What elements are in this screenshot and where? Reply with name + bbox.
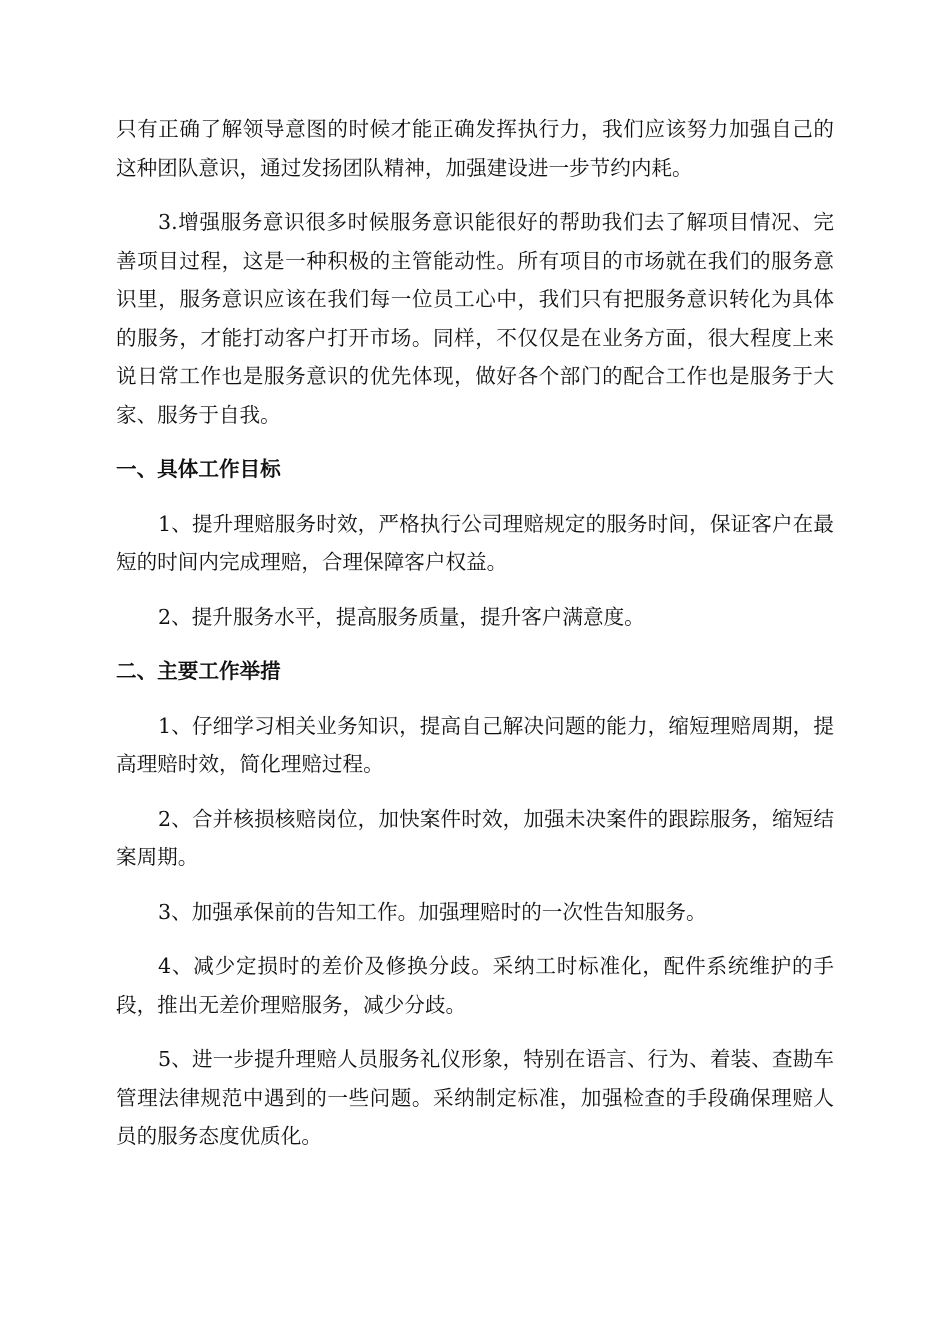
document-page: [116, 110, 834, 1156]
list-item: 3、加强承保前的告知工作。加强理赔时的一次性告知服务。: [158, 899, 707, 924]
list-item: 5、进一步提升理赔人员服务礼仪形象，特别在语言、行为、着装、查勘车管理法律规范中遇到的一些问题。采纳制定标准，加强检查的手段确保理赔人员的服务态度优质化。: [116, 1047, 834, 1148]
list-item: 1、仔细学习相关业务知识，提高自己解决问题的能力，缩短理赔周期，提高理赔时效，简化理赔过程。: [116, 713, 834, 776]
list-item: 2、合并核损核赔岗位，加快案件时效，加强未决案件的跟踪服务，缩短结案周期。: [116, 806, 834, 869]
list-item: 4、减少定损时的差价及修换分歧。采纳工时标准化，配件系统维护的手段，推出无差价理赔服务，减少分歧。: [116, 954, 834, 1017]
body-paragraph: 3.增强服务意识很多时候服务意识能很好的帮助我们去了解项目情况、完善项目过程，这是一种积极的主管能动性。所有项目的市场就在我们的服务意识里，服务意识应该在我们每一位员工心中，我们只有把服务意识转化为具体的服务，才能打动客户打开市场。同样，不仅仅是在业务方面，很大程度上来说日常工作也是服务意识的优先体现，做好各个部门的配合工作也是服务于大家、服务于自我。: [116, 210, 834, 427]
list-item: 2、提升服务水平，提高服务质量，提升客户满意度。: [158, 604, 645, 629]
section-heading: 二、主要工作举措: [116, 659, 281, 683]
section-heading: 一、具体工作目标: [116, 457, 281, 481]
body-paragraph: 只有正确了解领导意图的时候才能正确发挥执行力，我们应该努力加强自己的这种团队意识，通过发扬团队精神，加强建设进一步节约内耗。: [116, 117, 834, 180]
list-item: 1、提升理赔服务时效，严格执行公司理赔规定的服务时间，保证客户在最短的时间内完成理赔，合理保障客户权益。: [116, 511, 834, 574]
